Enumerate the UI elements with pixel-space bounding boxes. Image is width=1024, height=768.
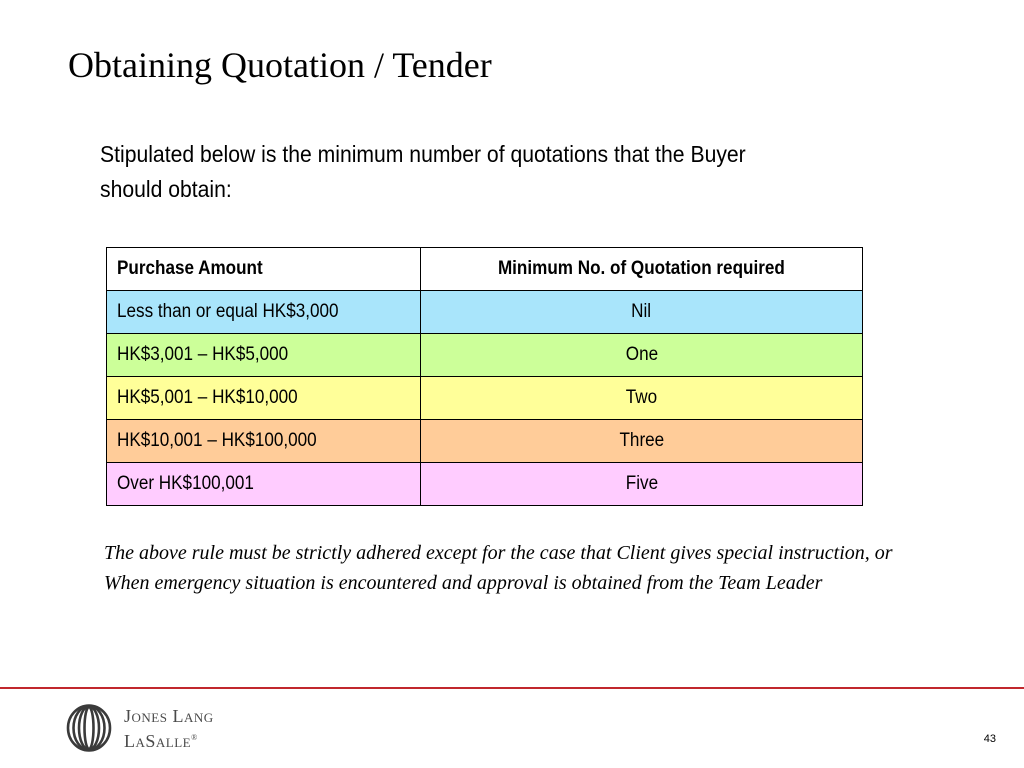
jll-ribbon-logo-icon bbox=[66, 704, 112, 752]
minimum-quotation-cell: Three bbox=[421, 420, 863, 463]
purchase-amount-cell: Over HK$100,001 bbox=[107, 463, 421, 506]
minimum-quotation-cell: Two bbox=[421, 377, 863, 420]
table-row bbox=[107, 377, 863, 420]
footer-divider bbox=[0, 687, 1024, 689]
table-row bbox=[107, 463, 863, 506]
table-header-row bbox=[107, 248, 863, 291]
purchase-amount-cell: HK$3,001 – HK$5,000 bbox=[107, 334, 421, 377]
header-minimum-quotation: Minimum No. of Quotation required bbox=[421, 248, 863, 291]
company-logo bbox=[66, 704, 214, 752]
minimum-quotation-cell: Nil bbox=[421, 291, 863, 334]
note-emergency-approval: When emergency situation is encountered and approval is obtained from the Team Leader bbox=[104, 572, 823, 594]
purchase-amount-cell: HK$5,001 – HK$10,000 bbox=[107, 377, 421, 420]
logo-line-lasalle: LaSalle bbox=[124, 730, 192, 751]
intro-text: Stipulated below is the minimum number of quotations that the Buyer should obtain: bbox=[100, 141, 746, 202]
logo-line-jones-lang: Jones Lang bbox=[124, 705, 214, 726]
page-number: 43 bbox=[983, 733, 996, 745]
quotation-table bbox=[106, 247, 863, 506]
slide-title: Obtaining Quotation / Tender bbox=[68, 45, 492, 85]
minimum-quotation-cell: Five bbox=[421, 463, 863, 506]
purchase-amount-cell: HK$10,001 – HK$100,000 bbox=[107, 420, 421, 463]
logo-wordmark bbox=[124, 705, 214, 752]
registered-mark-icon: ® bbox=[191, 732, 198, 742]
note-client-instruction: The above rule must be strictly adhered except for the case that Client gives special instruction, or bbox=[104, 542, 893, 564]
exception-note bbox=[104, 538, 904, 598]
header-purchase-amount: Purchase Amount bbox=[107, 248, 421, 291]
table-row bbox=[107, 291, 863, 334]
purchase-amount-cell: Less than or equal HK$3,000 bbox=[107, 291, 421, 334]
minimum-quotation-cell: One bbox=[421, 334, 863, 377]
table-row bbox=[107, 334, 863, 377]
table-row bbox=[107, 420, 863, 463]
